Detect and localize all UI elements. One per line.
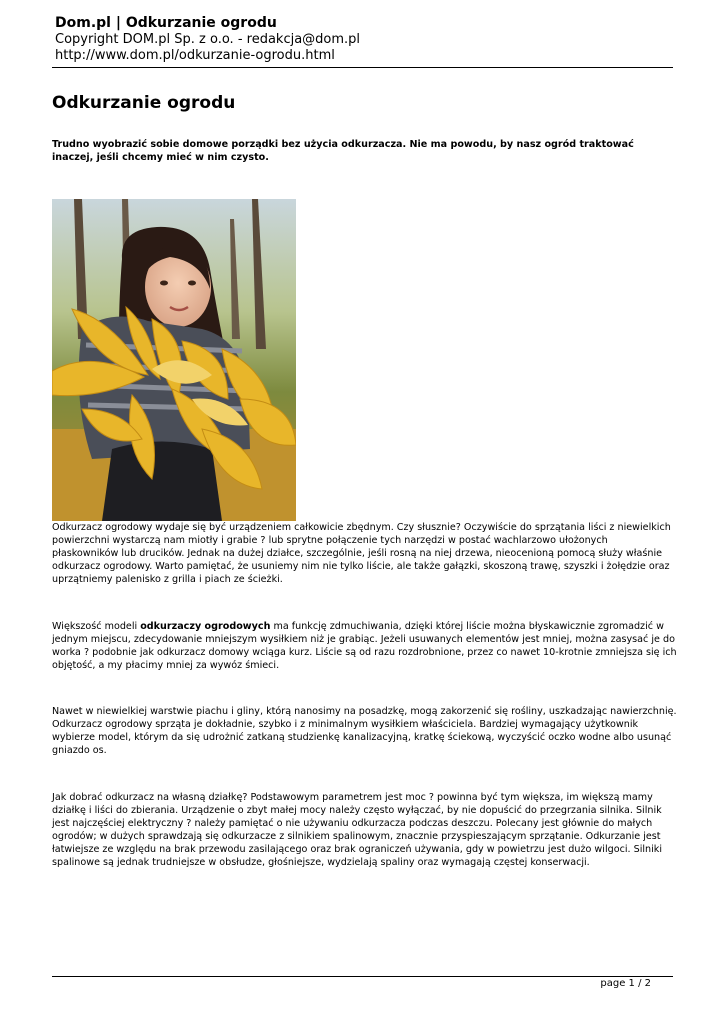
article-title: Odkurzanie ogrodu [52,93,236,113]
document-header [55,15,673,64]
source-url: http://www.dom.pl/odkurzanie-ogrodu.html [55,48,335,63]
page-number: page 1 / 2 [600,978,651,989]
site-title: Dom.pl | Odkurzanie ogrodu [55,15,277,31]
footer-divider [52,976,673,977]
article-lead: Trudno wyobrazić sobie domowe porządki bez użycia odkurzacza. Nie ma powodu, by nasz ogród traktować inaczej, jeśli chcemy mieć w nim czysto. [52,139,634,163]
paragraph-text: Większość modeli [52,621,141,632]
article-paragraph: Jak dobrać odkurzacz na własną działkę? Podstawowym parametrem jest moc ? powinna być tym większa, im większą mamy działkę i liści do zbierania. Urządzenie o zbyt małej mocy należy często wyłączać, by nie dopuścić do przegrzania silnika. Silnik jest najczęściej elektryczny ? należy pamiętać o nie używaniu odkurzacza podczas deszczu. Polecany jest głównie do małych ogrodów; w dużych sprawdzają się odkurzacze z silnikiem spalinowym, znacznie przyspieszającym sprzątanie. Odkurzanie jest łatwiejsze ze względu na brak przewodu zasilającego oraz brak ograniczeń używania, gdy w powietrzu jest dużo wilgoci. Silniki spalinowe są jednak trudniejsze w obsłudze, głośniejsze, wydzielają spaliny oraz wymagają częstej konserwacji. [52,792,662,868]
header-divider [52,67,673,68]
copyright-line: Copyright DOM.pl Sp. z o.o. - redakcja@dom.pl [55,32,361,47]
article-paragraph: Nawet w niewielkiej warstwie piachu i gliny, którą nanosimy na posadzkę, mogą zakorzenić się rośliny, uszkadzając nawierzchnię. Odkurzacz ogrodowy sprząta je dokładnie, szybko i z minimalnym wysiłkiem właściciela. Bardziej wymagający użytkownik wybierze model, którym da się udrożnić zatkaną studzienkę kanalizacyjną, kratkę ściekową, wyczyścić oczko wodne albo usunąć gniazdo os. [52,706,677,756]
article-paragraph [52,620,677,672]
paragraph-text: ma funkcję zdmuchiwania, dzięki której liście można błyskawicznie zgromadzić w jednym miejscu, zdecydowanie mniejszym wysiłkiem niż je grabiąc. Jeżeli usuwanych elementów jest mniej, można zasysać je do worka ? podobnie jak odkurzacz domowy wciąga kurz. Liście są od razu rozdrobnione, przez co nawet 10-krotnie zmniejsza się ich objętość, a my płacimy mniej za wywóz śmieci. [52,621,677,671]
keyword-link: odkurzaczy ogrodowych [140,621,271,632]
article-paragraph: Odkurzacz ogrodowy wydaje się być urządzeniem całkowicie zbędnym. Czy słusznie? Oczywiście do sprzątania liści z niewielkich powierzchni wystarczą nam miotły i grabie ? lub sprytne połączenie tych narzędzi w postać wachlarzowo ułożonych płaskowników lub drucików. Jednak na dużej działce, szczególnie, jeśli rosną na niej drzewa, nieocenioną pomocą służy właśnie odkurzacz ogrodowy. Warto pamiętać, że usuniemy nim nie tylko liście, ale także gałązki, skoszoną trawę, szyszki i żołędzie oraz uprzątniemy palenisko z grilla i piach ze ścieżki. [52,522,671,585]
article-photo [52,199,296,521]
